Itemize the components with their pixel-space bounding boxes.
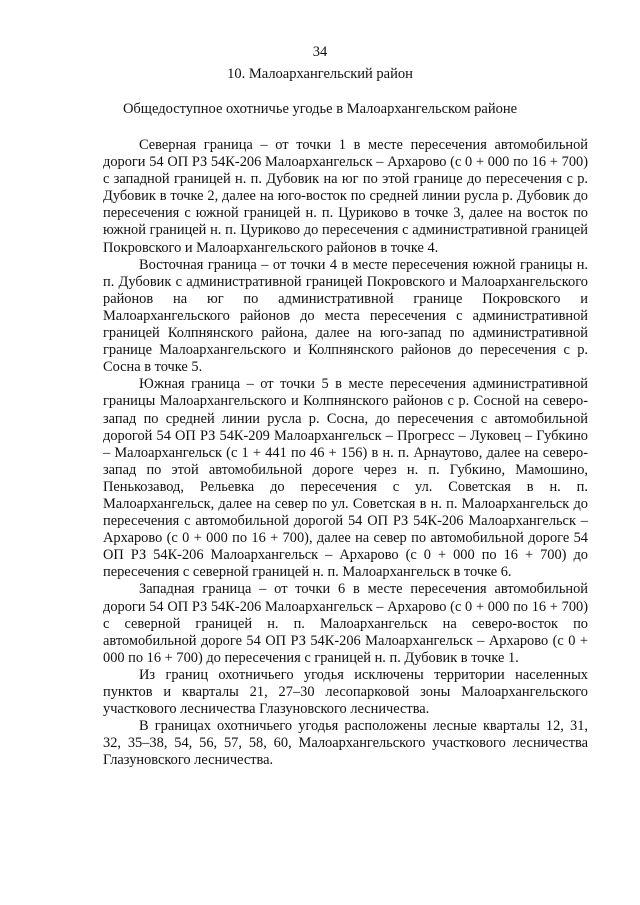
document-subtitle: Общедоступное охотничье угодье в Малоархангельском районе	[122, 101, 518, 117]
paragraph-west-boundary: Западная граница – от точки 6 в месте пересечения автомобильной дороги 54 ОП РЗ 54К-206 Малоархангельск – Архарово (с 0 + 000 по 16 + 700) с северной границей н. п. Малоархангельск на северо-восток по автомобильной дороге 54 ОП РЗ 54К-206 Малоархангельск – Архарово (с 0 + 000 по 16 + 700) до пересечения с границей н. п. Дубовик в точке 1.	[103, 581, 588, 666]
section-title: 10. Малоархангельский район	[227, 66, 413, 82]
document-body	[103, 137, 588, 769]
paragraph-south-boundary: Южная граница – от точки 5 в месте пересечения административной границы Малоархангельского и Колпнянского районов с р. Сосной на северо-запад по средней линии русла р. Сосна, до пересечения с автомобильной дорогой 54 ОП РЗ 54К-209 Малоархангельск – Прогресс – Луковец – Губкино – Малоархангельск (с 1 + 441 по 46 + 156) в н. п. Арнаутово, далее на северо-запад по этой автомобильной дороге через н. п. Губкино, Мамошино, Пенькозавод, Рельевка до пересечения с ул. Советская в н. п. Малоархангельск, далее на север по ул. Советская в н. п. Малоархангельск до пересечения с автомобильной дорогой 54 ОП РЗ 54К-206 Малоархангельск – Архарово (с 0 + 000 по 16 + 700), далее на север по автомобильной дороге 54 ОП РЗ 54К-206 Малоархангельск – Архарово (с 0 + 000 по 16 + 700) до пересечения с северной границей н. п. Малоархангельск в точке 6.	[103, 376, 588, 581]
paragraph-east-boundary: Восточная граница – от точки 4 в месте пересечения южной границы н. п. Дубовик с административной границей Покровского и Малоархангельского районов на юг по административной границе Покровского и Малоархангельского районов до места пересечения с административной границей Колпнянского района, далее на юго-запад по административной границе Малоархангельского и Колпнянского районов до пересечения с р. Сосна в точке 5.	[103, 256, 588, 376]
paragraph-north-boundary: Северная граница – от точки 1 в месте пересечения автомобильной дороги 54 ОП РЗ 54К-206 Малоархангельск – Архарово (с 0 + 000 по 16 + 700) с западной границей н. п. Дубовик на юг по этой границе до пересечения с р. Дубовик в точке 2, далее на юго-восток по средней линии русла р. Дубовик до пересечения с южной границей н. п. Цуриково в точке 3, далее на восток по южной границей н. п. Цуриково до пересечения с административной границей Покровского и Малоархангельского районов в точке 4.	[103, 137, 588, 256]
paragraph-forest-quarters: В границах охотничьего угодья расположены лесные кварталы 12, 31, 32, 35–38, 54, 56, 57, 58, 60, Малоархангельского участкового лесничества Глазуновского лесничества.	[103, 718, 588, 769]
page-number: 34	[312, 44, 328, 60]
paragraph-exclusions: Из границ охотничьего угодья исключены территории населенных пунктов и кварталы 21, 27–30 лесопарковой зоны Малоархангельского участкового лесничества Глазуновского лесничества.	[103, 666, 588, 718]
